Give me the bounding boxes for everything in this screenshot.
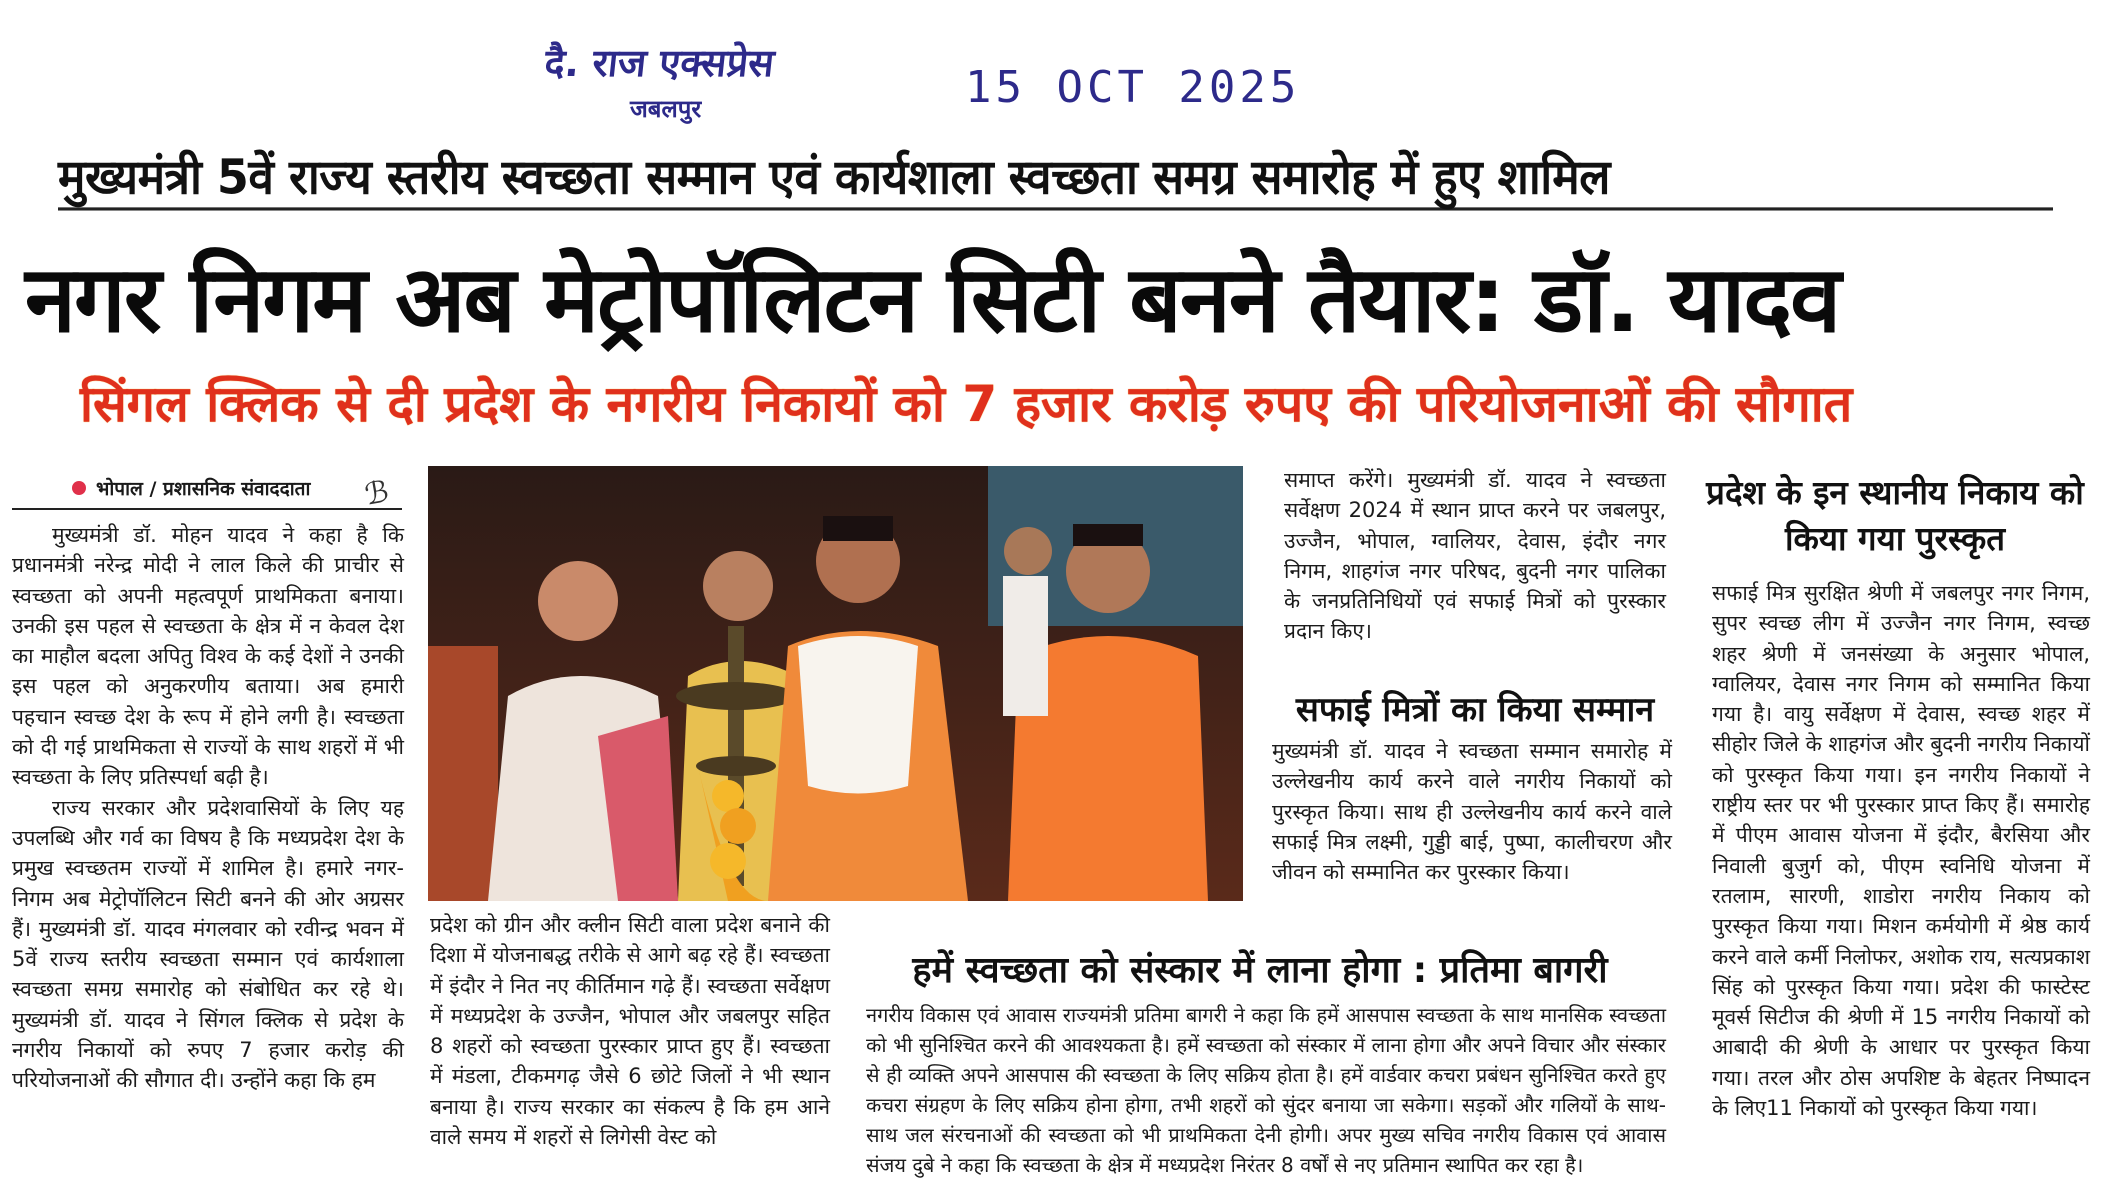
pratima-section <box>866 1000 1666 1180</box>
event-photo <box>428 466 1243 901</box>
paragraph: मुख्यमंत्री डॉ. मोहन यादव ने कहा है कि प्रधानमंत्री नरेन्द्र मोदी ने लाल किले की प्राचीर से स्वच्छता को अपनी महत्वपूर्ण प्राथमिकता बनाया। उनकी इस पहल से स्वच्छता के क्षेत्र में न केवल देश का माहौल बदला अपितु विश्व के कई देशों ने उनकी इस पहल को अनुकरणीय बताया। अब हमारी पहचान स्वच्छ देश के रूप में होने लगी है। स्वच्छता को दी गई प्राथमिकता से राज्यों के साथ शहरों में भी स्वच्छता के लिए प्रतिस्पर्धा बढ़ी है। <box>12 523 404 790</box>
section-heading-awards: प्रदेश के इन स्थानीय निकाय को किया गया पुरस्कृत <box>1706 473 2084 558</box>
byline <box>12 468 402 510</box>
article-kicker: मुख्यमंत्री 5वें राज्य स्तरीय स्वच्छता सम्मान एवं कार्यशाला स्वच्छता समग्र समारोह में हुए शामिल <box>58 146 2053 210</box>
byline-text: भोपाल / प्रशासनिक संवाददाता <box>96 478 311 500</box>
safai-section <box>1272 736 1672 887</box>
paragraph: नगरीय विकास एवं आवास राज्यमंत्री प्रतिमा बागरी ने कहा कि हमें आसपास स्वच्छता के साथ मानसिक स्वच्छता को भी सुनिश्चित करने की आवश्यकता है। हमें स्वच्छता को संस्कार में लाना होगा और अपने विचार और संस्कार से ही व्यक्ति अपने आसपास की स्वच्छता के लिए सक्रिय होता है। हमें वार्डवार कचरा प्रबंधन सुनिश्चित करते हुए कचरा संग्रहण के लिए सक्रिय होना होगा, तभी शहरों को सुंदर बनाया जा सकेगा। सड़कों और गलियों के साथ-साथ जल संरचनाओं की स्वच्छता को भी प्राथमिकता देनी होगी। अपर मुख्य सचिव नगरीय विकास एवं आवास संजय दुबे ने कहा कि स्वच्छता के क्षेत्र में मध्यप्रदेश निरंतर 8 वर्षों से नए प्रतिमान स्थापित कर रहा है। <box>866 1003 1666 1177</box>
column-2 <box>430 910 830 1152</box>
lamp-lighting-photo-illustration <box>428 466 1243 901</box>
column-3 <box>1284 465 1666 647</box>
paragraph: सफाई मित्र सुरक्षित श्रेणी में जबलपुर नगर निगम, सुपर स्वच्छ लीग में उज्जैन नगर निगम, स्वच्छ शहर श्रेणी में जनसंख्या के अनुसार भोपाल, ग्वालियर, देवास नगर निगम को सम्मानित किया गया है। वायु सर्वेक्षण में देवास, स्वच्छ शहर में सीहोर जिले के शाहगंज और बुदनी नगरीय निकायों को पुरस्कृत किया गया। इन नगरीय निकायों ने राष्ट्रीय स्तर पर भी पुरस्कार प्राप्त किए हैं। समारोह में पीएम आवास योजना में इंदौर, बैरसिया और निवाली बुजुर्ग को, पीएम स्वनिधि योजना में रतलाम, सारणी, शाडोरा नगरीय निकाय को पुरस्कृत किया गया। मिशन कर्मयोगी में श्रेष्ठ कार्य करने वाले कर्मी निलोफर, अशोक राय, सत्यप्रकाश सिंह को पुरस्कृत किया गया। प्रदेश की फास्टेस्ट मूवर्स सिटीज की श्रेणी में 15 नगरीय निकायों को आबादी की श्रेणी के आधार पर पुरस्कृत किया गया। तरल और ठोस अपशिष्ट के बेहतर निष्पादन के लिए11 निकायों को पुरस्कृत किया गया। <box>1712 581 2090 1121</box>
section-heading-safai: सफाई मित्रों का किया सम्मान <box>1295 690 1655 730</box>
article-headline: नगर निगम अब मेट्रोपॉलिटन सिटी बनने तैयार: डॉ. यादव <box>25 246 1840 353</box>
section-heading-pratima: हमें स्वच्छता को संस्कार में लाना होगा : प्रतिमा बागरी <box>912 950 1608 991</box>
date-stamp: 15 OCT 2025 <box>965 62 1301 113</box>
article-subheadline: सिंगल क्लिक से दी प्रदेश के नगरीय निकायों को 7 हजार करोड़ रुपए की परियोजनाओं की सौगात <box>80 375 1853 433</box>
column-1 <box>12 520 404 1096</box>
bullet-icon <box>72 481 86 495</box>
paragraph: प्रदेश को ग्रीन और क्लीन सिटी वाला प्रदेश बनाने की दिशा में योजनाबद्ध तरीके से आगे बढ़ रहे हैं। स्वच्छता में इंदौर ने नित नए कीर्तिमान गढ़े हैं। स्वच्छता सर्वेक्षण में मध्यप्रदेश के उज्जैन, भोपाल और जबलपुर सहित 8 शहरों को स्वच्छता पुरस्कार प्राप्त हुए हैं। स्वच्छता में मंडला, टीकमगढ़ जैसे 6 छोटे जिलों ने भी स्थान बनाया है। राज्य सरकार का संकल्प है कि हम आने वाले समय में शहरों से लिगेसी वेस्ट को <box>430 913 830 1150</box>
edition-city-stamp: जबलपुर <box>630 95 702 123</box>
paragraph: समाप्त करेंगे। मुख्यमंत्री डॉ. यादव ने स्वच्छता सर्वेक्षण 2024 में स्थान प्राप्त करने पर जबलपुर, उज्जैन, भोपाल, ग्वालियर, देवास, इंदौर नगर निगम, शाहगंज नगर परिषद, बुदनी नगर पालिका के जनप्रतिनिधियों एवं सफाई मित्रों को पुरस्कार प्रदान किए। <box>1284 468 1666 644</box>
awards-section <box>1712 578 2090 1123</box>
newspaper-stamp: दै. राज एक्सप्रेस <box>542 41 777 85</box>
handwritten-mark-icon: ℬ <box>362 474 392 513</box>
paragraph: मुख्यमंत्री डॉ. यादव ने स्वच्छता सम्मान समारोह में उल्लेखनीय कार्य करने वाले नगरीय निकायों को पुरस्कृत किया। साथ ही उल्लेखनीय कार्य करने वाले सफाई मित्र लक्ष्मी, गुड्डी बाई, पुष्पा, कालीचरण और जीवन को सम्मानित कर पुरस्कार किया। <box>1272 739 1672 885</box>
paragraph: राज्य सरकार और प्रदेशवासियों के लिए यह उपलब्धि और गर्व का विषय है कि मध्यप्रदेश देश के प्रमुख स्वच्छतम राज्यों में शामिल है। हमारे नगर-निगम अब मेट्रोपॉलिटन सिटी बनने की ओर अग्रसर हैं। मुख्यमंत्री डॉ. यादव मंगलवार को रवीन्द्र भवन में 5वें राज्य स्तरीय स्वच्छता सम्मान एवं कार्यशाला स्वच्छता समग्र समारोह को संबोधित कर रहे थे। मुख्यमंत्री डॉ. यादव ने सिंगल क्लिक से प्रदेश के नगरीय निकायों को रुपए 7 हजार करोड़ की परियोजनाओं की सौगात दी। उन्होंने कहा कि हम <box>12 795 404 1093</box>
